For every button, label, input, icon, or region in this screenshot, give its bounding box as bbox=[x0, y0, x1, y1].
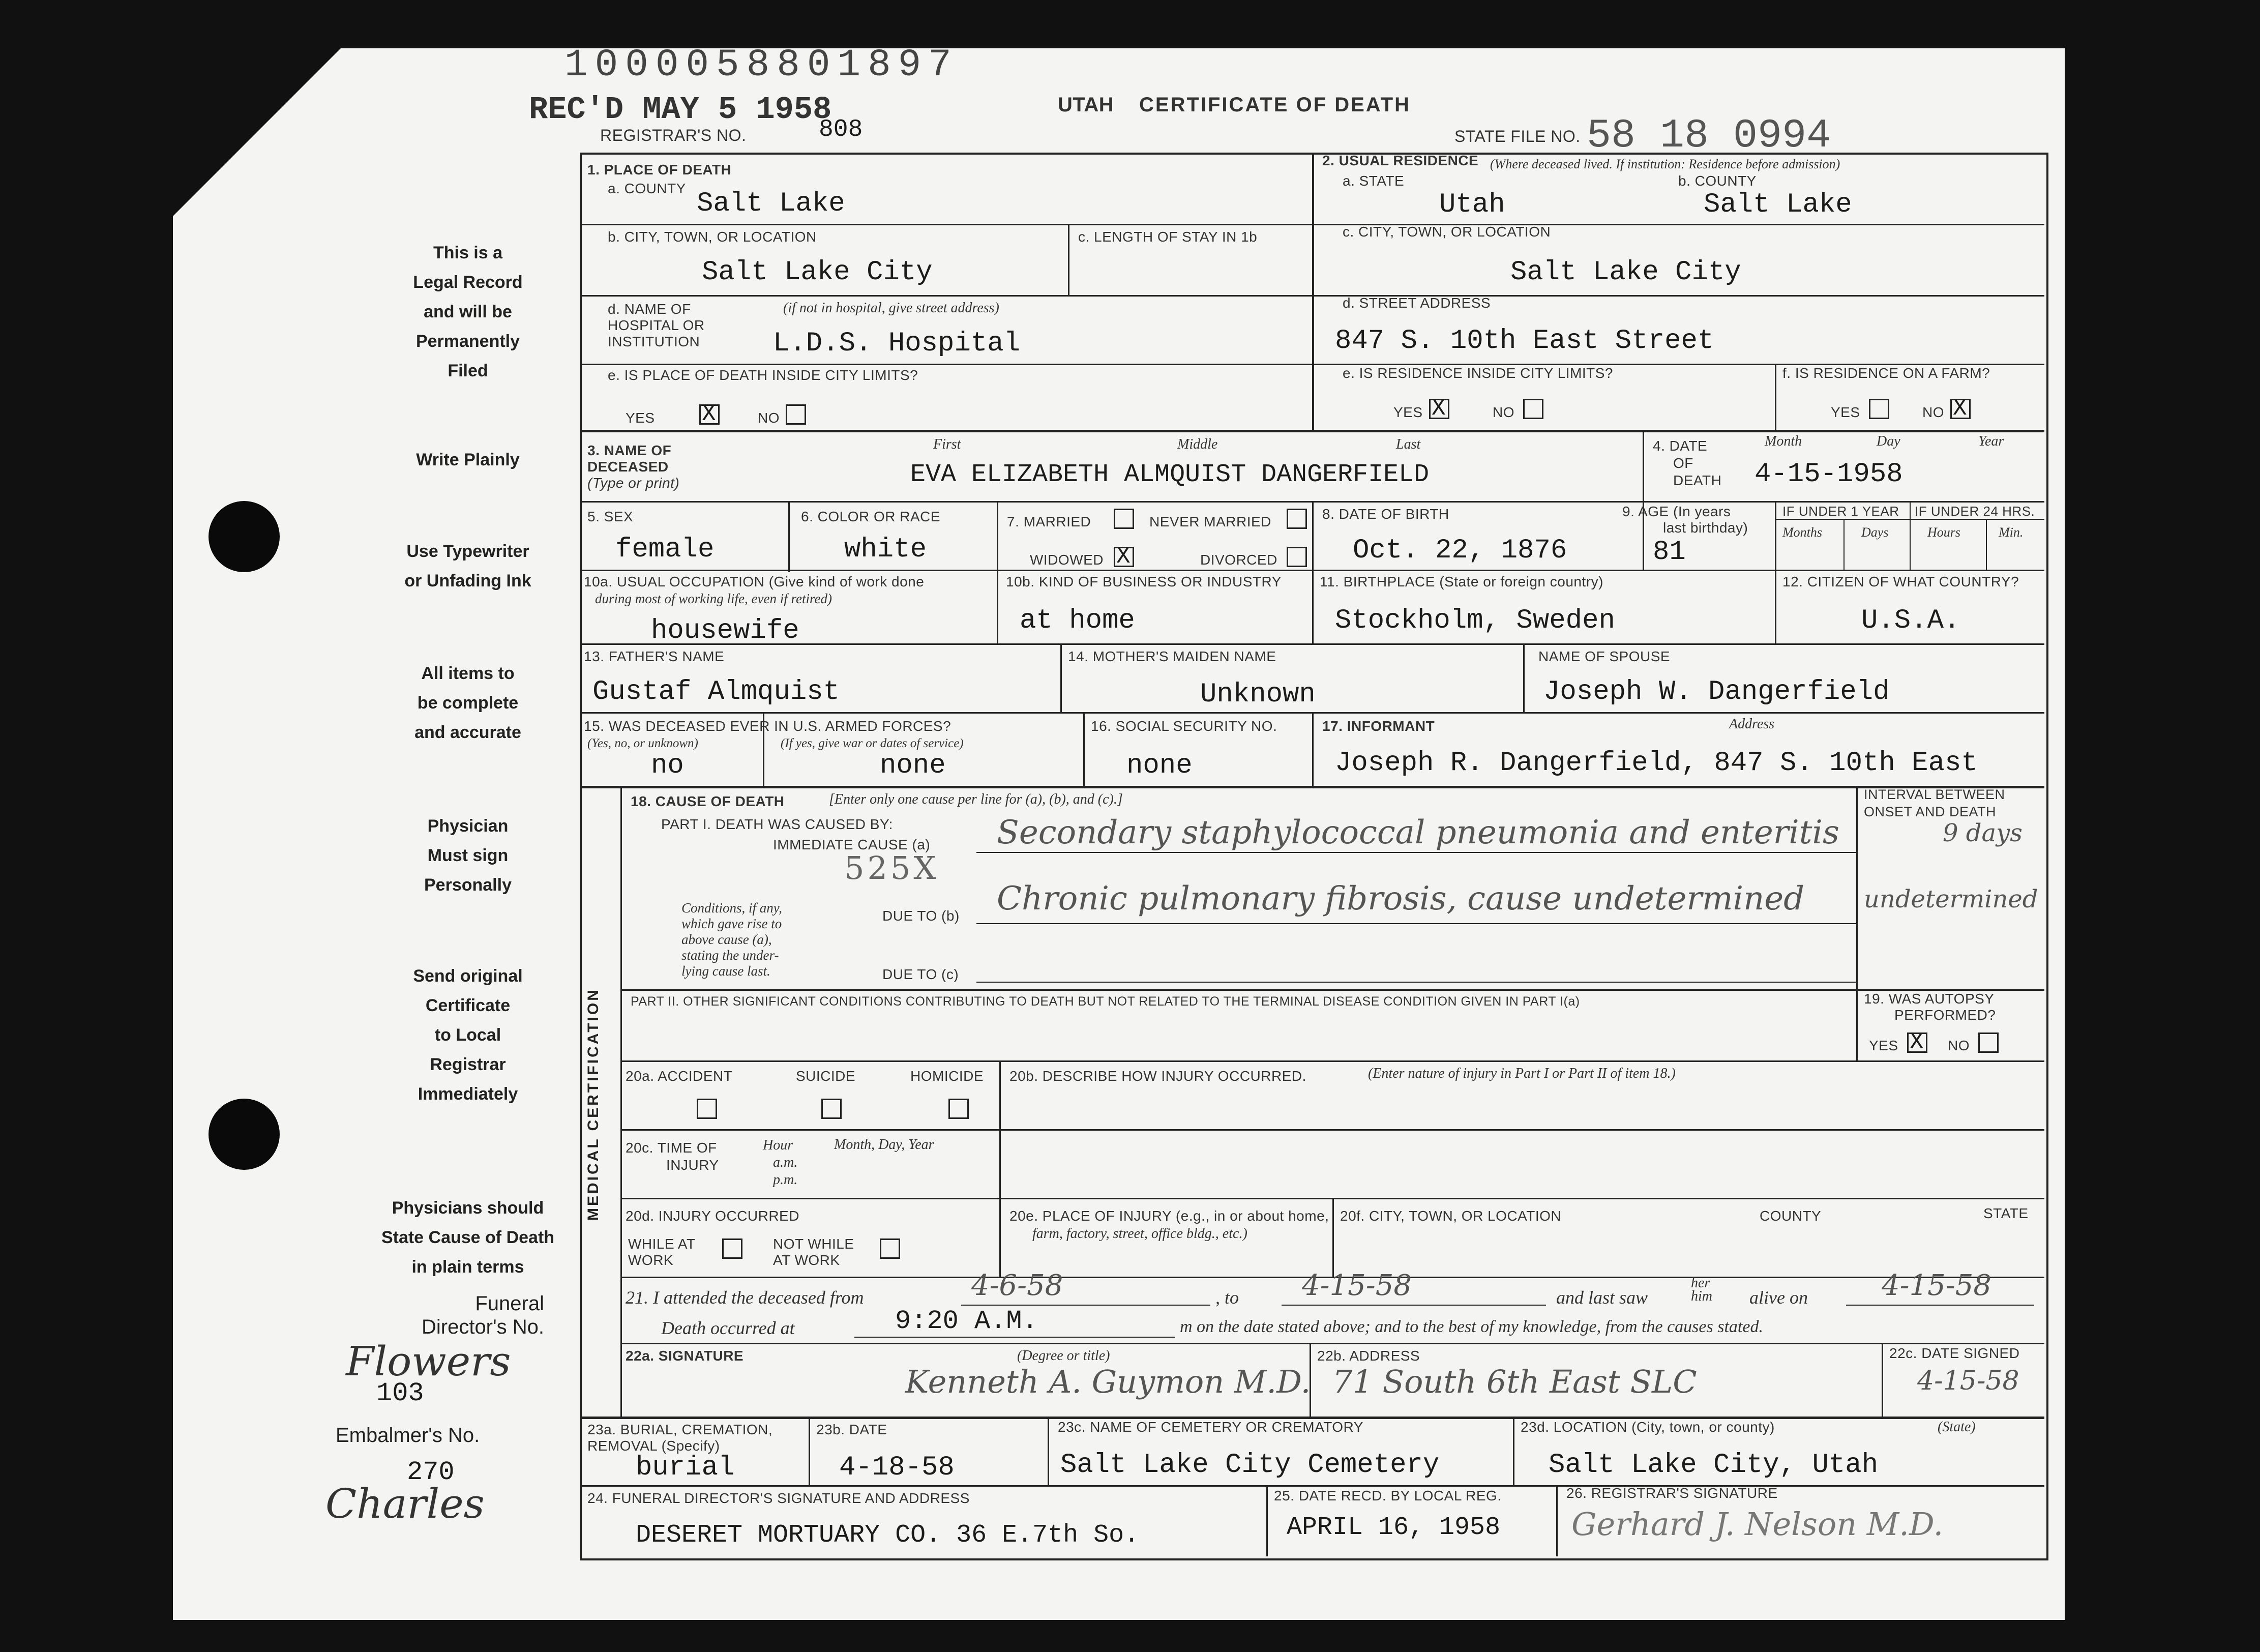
no-label: NO bbox=[1922, 404, 1944, 420]
month-label: Month bbox=[1765, 433, 1802, 449]
county-injury-label: COUNTY bbox=[1760, 1208, 1822, 1224]
armed-forces-note: (Yes, no, or unknown) bbox=[587, 736, 698, 750]
not-while-at-work-label: NOT WHILE AT WORK bbox=[773, 1236, 854, 1268]
usual-residence-label: 2. USUAL RESIDENCE bbox=[1322, 153, 1479, 168]
embalmer-no: 270 bbox=[407, 1457, 455, 1487]
interval-label: INTERVAL BETWEEN ONSET AND DEATH bbox=[1864, 787, 2005, 819]
yes-label: YES bbox=[1869, 1038, 1898, 1053]
control-number: 1000058801897 bbox=[564, 43, 959, 87]
cause-of-death-label: 18. CAUSE OF DEATH bbox=[631, 793, 785, 809]
farm-yes-checkbox[interactable] bbox=[1869, 399, 1889, 419]
widowed-checkbox[interactable]: X bbox=[1114, 547, 1134, 567]
attended-to: 4-15-58 bbox=[1302, 1269, 1412, 1302]
deceased-name-label: 3. NAME OF DECEASED (Type or print) bbox=[587, 442, 680, 491]
ssn-label: 16. SOCIAL SECURITY NO. bbox=[1091, 718, 1277, 734]
under-1yr-label: IF UNDER 1 YEAR bbox=[1782, 504, 1899, 519]
sidebar-physicians-should: Physicians should State Cause of Death in plain terms bbox=[381, 1198, 555, 1277]
hours-label: Hours bbox=[1927, 525, 1961, 540]
sidebar-physician: Physician Must sign Personally bbox=[424, 816, 512, 895]
burial-label: 23a. BURIAL, CREMATION, REMOVAL (Specify) bbox=[587, 1422, 773, 1454]
punch-hole bbox=[209, 501, 280, 572]
torn-corner bbox=[173, 48, 341, 216]
hospital-label: d. NAME OF HOSPITAL OR INSTITUTION bbox=[608, 301, 705, 349]
occupation: housewife bbox=[651, 615, 799, 646]
burial-date-label: 23b. DATE bbox=[816, 1422, 887, 1437]
funeral-director-no: 103 bbox=[376, 1378, 424, 1408]
cause-a: Secondary staphylococcal pneumonia and enteritis bbox=[997, 814, 1839, 851]
funeral-director-sig-label: 24. FUNERAL DIRECTOR'S SIGNATURE AND ADDRESS bbox=[587, 1490, 970, 1506]
business: at home bbox=[1020, 605, 1135, 636]
day-label: Day bbox=[1877, 433, 1900, 449]
injury-occurred-label: 20d. INJURY OCCURRED bbox=[626, 1208, 799, 1224]
autopsy-yes-checkbox[interactable]: X bbox=[1907, 1032, 1927, 1053]
min-label: Min. bbox=[1999, 525, 2024, 540]
county-label: a. COUNTY bbox=[608, 181, 686, 196]
under-24hrs-label: IF UNDER 24 HRS. bbox=[1915, 504, 2035, 519]
middle-label: Middle bbox=[1177, 436, 1218, 452]
due-to-c-label: DUE TO (c) bbox=[882, 966, 959, 982]
physician-address: 71 South 6th East SLC bbox=[1332, 1363, 1697, 1400]
city-injury-label: 20f. CITY, TOWN, OR LOCATION bbox=[1340, 1208, 1562, 1224]
while-at-work-checkbox[interactable] bbox=[722, 1238, 742, 1259]
last-label: Last bbox=[1396, 436, 1421, 452]
date-of-birth: Oct. 22, 1876 bbox=[1353, 535, 1567, 566]
part2-label: PART II. OTHER SIGNIFICANT CONDITIONS CONTRIBUTING TO DEATH BUT NOT RELATED TO THE TERMINAL DISEASE CONDITION GIVEN IN PART I(a) bbox=[631, 994, 1580, 1009]
sidebar-complete: All items to be complete and accurate bbox=[414, 664, 521, 742]
mother-name: Unknown bbox=[1200, 679, 1316, 710]
father-name: Gustaf Almquist bbox=[592, 676, 840, 707]
burial-date: 4-18-58 bbox=[839, 1452, 955, 1483]
inside-limits-no-checkbox[interactable] bbox=[786, 404, 806, 425]
occurred-at-label: Death occurred at bbox=[661, 1318, 795, 1338]
registrar-signature: Gerhard J. Nelson M.D. bbox=[1571, 1506, 1944, 1543]
business-label: 10b. KIND OF BUSINESS OR INDUSTRY bbox=[1006, 574, 1282, 589]
residence-city: Salt Lake City bbox=[1510, 257, 1741, 288]
color: white bbox=[844, 534, 927, 565]
registrar-sig-label: 26. REGISTRAR'S SIGNATURE bbox=[1566, 1485, 1778, 1501]
occupation-label: 10a. USUAL OCCUPATION (Give kind of work done bbox=[584, 574, 925, 589]
armed-service: none bbox=[880, 750, 946, 781]
last-saw-label: and last saw bbox=[1556, 1287, 1648, 1308]
citizen: U.S.A. bbox=[1861, 605, 1960, 636]
accident-label: 20a. ACCIDENT bbox=[626, 1068, 733, 1084]
farm-label: f. IS RESIDENCE ON A FARM? bbox=[1782, 365, 1990, 381]
residence-limits-yes-checkbox[interactable]: X bbox=[1429, 399, 1449, 419]
armed-forces-label: 15. WAS DECEASED EVER IN U.S. ARMED FORCES? bbox=[584, 718, 951, 734]
informant: Joseph R. Dangerfield, 847 S. 10th East bbox=[1335, 748, 1978, 779]
accident-checkbox[interactable] bbox=[697, 1099, 717, 1119]
title-state: UTAH bbox=[1058, 94, 1114, 116]
received-stamp: REC'D MAY 5 1958 bbox=[529, 92, 832, 128]
sex-label: 5. SEX bbox=[587, 509, 634, 524]
residence-limits-no-checkbox[interactable] bbox=[1523, 399, 1543, 419]
residence-street: 847 S. 10th East Street bbox=[1335, 326, 1714, 357]
medical-certification-label: MEDICAL CERTIFICATION bbox=[585, 988, 602, 1221]
suicide-checkbox[interactable] bbox=[821, 1099, 842, 1119]
signature-label: 22a. SIGNATURE bbox=[626, 1348, 744, 1364]
injury-desc-note: (Enter nature of injury in Part I or Part II of item 18.) bbox=[1368, 1066, 1676, 1081]
widowed-label: WIDOWED bbox=[1030, 552, 1104, 568]
days-label: Days bbox=[1861, 525, 1889, 540]
no-label: NO bbox=[1948, 1038, 1970, 1053]
address-label: 22b. ADDRESS bbox=[1317, 1348, 1420, 1364]
embalmer-label: Embalmer's No. bbox=[336, 1424, 480, 1447]
date-signed: 4-15-58 bbox=[1917, 1366, 2019, 1396]
birthplace: Stockholm, Sweden bbox=[1335, 605, 1615, 636]
sex: female bbox=[615, 534, 715, 565]
sidebar-write-plainly: Write Plainly bbox=[416, 450, 520, 469]
no-label: NO bbox=[758, 410, 780, 426]
funeral-director-label: Funeral Director's No. bbox=[421, 1292, 544, 1338]
date-of-death: 4-15-1958 bbox=[1755, 459, 1903, 490]
months-label: Months bbox=[1782, 525, 1822, 540]
never-married-checkbox[interactable] bbox=[1287, 509, 1307, 529]
degree-label: (Degree or title) bbox=[1017, 1348, 1110, 1364]
first-label: First bbox=[933, 436, 961, 452]
injury-desc-label: 20b. DESCRIBE HOW INJURY OCCURRED. bbox=[1009, 1068, 1306, 1084]
hospital-name: L.D.S. Hospital bbox=[773, 328, 1021, 359]
due-to-b-label: DUE TO (b) bbox=[882, 908, 960, 924]
informant-address-label: Address bbox=[1729, 716, 1775, 732]
cemetery-label: 23c. NAME OF CEMETERY OR CREMATORY bbox=[1058, 1419, 1363, 1435]
occurred-at: 9:20 A.M. bbox=[895, 1306, 1038, 1336]
death-county: Salt Lake bbox=[697, 188, 845, 219]
hour-label: Hour a.m. p.m. bbox=[763, 1137, 798, 1188]
color-label: 6. COLOR OR RACE bbox=[801, 509, 941, 524]
sidebar-legal-record: This is a Legal Record and will be Permanently Filed bbox=[413, 243, 523, 380]
certificate-title: CERTIFICATE OF DEATH bbox=[1139, 94, 1411, 116]
inside-limits-yes-checkbox[interactable]: X bbox=[699, 404, 720, 425]
sidebar-send-original: Send original Certificate to Local Registrar Immediately bbox=[413, 966, 523, 1104]
cause-b: Chronic pulmonary fibrosis, cause undetermined bbox=[997, 880, 1805, 918]
occupation-note: during most of working life, even if retired) bbox=[595, 591, 832, 606]
yes-label: YES bbox=[1393, 404, 1423, 420]
armed-service-note: (If yes, give war or dates of service) bbox=[781, 736, 964, 750]
attended-label: 21. I attended the deceased from bbox=[626, 1287, 864, 1308]
date-signed-label: 22c. DATE SIGNED bbox=[1889, 1345, 2020, 1361]
city-label: b. CITY, TOWN, OR LOCATION bbox=[608, 229, 817, 245]
informant-label: 17. INFORMANT bbox=[1322, 718, 1435, 734]
usual-residence-note: (Where deceased lived. If institution: Residence before admission) bbox=[1490, 157, 1840, 171]
father-label: 13. FATHER'S NAME bbox=[584, 648, 725, 664]
time-injury-label: 20c. TIME OF INJURY bbox=[626, 1140, 719, 1173]
location-state-label: (State) bbox=[1938, 1419, 1976, 1435]
date-recd: APRIL 16, 1958 bbox=[1287, 1513, 1501, 1542]
divorced-label: DIVORCED bbox=[1200, 552, 1277, 568]
state-file-label: STATE FILE NO. bbox=[1454, 127, 1581, 145]
homicide-checkbox[interactable] bbox=[948, 1099, 969, 1119]
alive-on-label: alive on bbox=[1749, 1287, 1808, 1308]
length-of-stay-label: c. LENGTH OF STAY IN 1b bbox=[1078, 229, 1258, 245]
conditions-note: Conditions, if any, which gave rise to above cause (a), stating the under- lying cause last. bbox=[681, 900, 783, 979]
residence-state-label: a. STATE bbox=[1343, 173, 1405, 189]
state-file-number: 58 18 0994 bbox=[1587, 113, 1831, 159]
yes-label: YES bbox=[1831, 404, 1860, 420]
year-label: Year bbox=[1978, 433, 2004, 449]
residence-limits-label: e. IS RESIDENCE INSIDE CITY LIMITS? bbox=[1343, 365, 1613, 381]
no-label: NO bbox=[1493, 404, 1514, 420]
date-of-death-label: 4. DATE OF DEATH bbox=[1653, 438, 1722, 488]
married-checkbox[interactable] bbox=[1114, 509, 1134, 529]
registrar-no: 808 bbox=[819, 116, 863, 143]
street-label: d. STREET ADDRESS bbox=[1343, 295, 1491, 311]
place-injury-note: farm, factory, street, office bldg., etc.) bbox=[1032, 1226, 1247, 1242]
death-city: Salt Lake City bbox=[702, 257, 933, 288]
funeral-director: DESERET MORTUARY CO. 36 E.7th So. bbox=[636, 1521, 1140, 1550]
armed-forces: no bbox=[651, 750, 684, 781]
attended-from: 4-6-58 bbox=[971, 1269, 1063, 1302]
age-label: 9. AGE (In years last birthday) bbox=[1622, 504, 1748, 536]
while-at-work-label: WHILE AT WORK bbox=[628, 1236, 696, 1268]
not-while-at-work-checkbox[interactable] bbox=[880, 1238, 900, 1259]
registrar-no-label: REGISTRAR'S NO. bbox=[600, 126, 747, 144]
embalmer-signature: Charles bbox=[325, 1480, 485, 1527]
state-injury-label: STATE bbox=[1983, 1205, 2029, 1221]
cause-note: [Enter only one cause per line for (a), (b), and (c).] bbox=[829, 791, 1123, 807]
location-label: 23d. LOCATION (City, town, or county) bbox=[1521, 1419, 1775, 1435]
part1-label: PART I. DEATH WAS CAUSED BY: bbox=[661, 816, 893, 832]
cause-code: 525X bbox=[844, 849, 939, 887]
suicide-label: SUICIDE bbox=[796, 1068, 856, 1084]
physician-signature: Kenneth A. Guymon M.D. bbox=[905, 1363, 1311, 1400]
yes-label: YES bbox=[626, 410, 655, 426]
age: 81 bbox=[1653, 537, 1686, 568]
spouse-name: Joseph W. Dangerfield bbox=[1543, 676, 1890, 707]
punch-hole bbox=[209, 1099, 280, 1170]
homicide-label: HOMICIDE bbox=[910, 1068, 984, 1084]
mdy-label: Month, Day, Year bbox=[834, 1137, 934, 1153]
ssn: none bbox=[1126, 750, 1193, 781]
cemetery: Salt Lake City Cemetery bbox=[1060, 1450, 1440, 1481]
autopsy-label: 19. WAS AUTOPSY PERFORMED? bbox=[1864, 991, 1996, 1023]
occurred-tail: m on the date stated above; and to the best of my knowledge, from the causes stated. bbox=[1180, 1317, 1763, 1336]
residence-state: Utah bbox=[1439, 189, 1505, 220]
autopsy-no-checkbox[interactable] bbox=[1978, 1032, 1999, 1053]
married-label: 7. MARRIED bbox=[1007, 514, 1091, 529]
to-label: , to bbox=[1215, 1287, 1239, 1308]
hospital-note: (if not in hospital, give street address) bbox=[783, 300, 999, 316]
place-of-death-label: 1. PLACE OF DEATH bbox=[587, 162, 732, 178]
alive-date: 4-15-58 bbox=[1882, 1269, 1991, 1302]
birthplace-label: 11. BIRTHPLACE (State or foreign country) bbox=[1320, 574, 1603, 589]
residence-city-label: c. CITY, TOWN, OR LOCATION bbox=[1343, 224, 1551, 240]
funeral-director-signature: Flowers bbox=[346, 1338, 511, 1385]
divorced-checkbox[interactable] bbox=[1287, 547, 1307, 567]
immediate-cause-label: IMMEDIATE CAUSE (a) bbox=[773, 837, 931, 852]
burial-location: Salt Lake City, Utah bbox=[1549, 1450, 1879, 1481]
spouse-label: NAME OF SPOUSE bbox=[1538, 648, 1671, 664]
dob-label: 8. DATE OF BIRTH bbox=[1322, 506, 1449, 522]
place-injury-label: 20e. PLACE OF INJURY (e.g., in or about home, bbox=[1009, 1208, 1329, 1224]
mother-label: 14. MOTHER'S MAIDEN NAME bbox=[1068, 648, 1276, 664]
inside-limits-label: e. IS PLACE OF DEATH INSIDE CITY LIMITS? bbox=[608, 367, 918, 383]
deceased-name: EVA ELIZABETH ALMQUIST DANGERFIELD bbox=[910, 460, 1430, 489]
interval-a: 9 days bbox=[1943, 819, 2023, 847]
never-married-label: NEVER MARRIED bbox=[1149, 514, 1271, 529]
citizen-label: 12. CITIZEN OF WHAT COUNTRY? bbox=[1782, 574, 2019, 589]
residence-county-label: b. COUNTY bbox=[1678, 173, 1757, 189]
sidebar-typewriter: Use Typewriter or Unfading Ink bbox=[404, 542, 531, 591]
date-recd-label: 25. DATE RECD. BY LOCAL REG. bbox=[1274, 1488, 1502, 1503]
interval-b: undetermined bbox=[1864, 885, 2038, 913]
farm-no-checkbox[interactable]: X bbox=[1950, 399, 1971, 419]
burial-method: burial bbox=[636, 1452, 735, 1483]
residence-county: Salt Lake bbox=[1704, 189, 1852, 220]
her-him-label: her him bbox=[1691, 1275, 1712, 1304]
